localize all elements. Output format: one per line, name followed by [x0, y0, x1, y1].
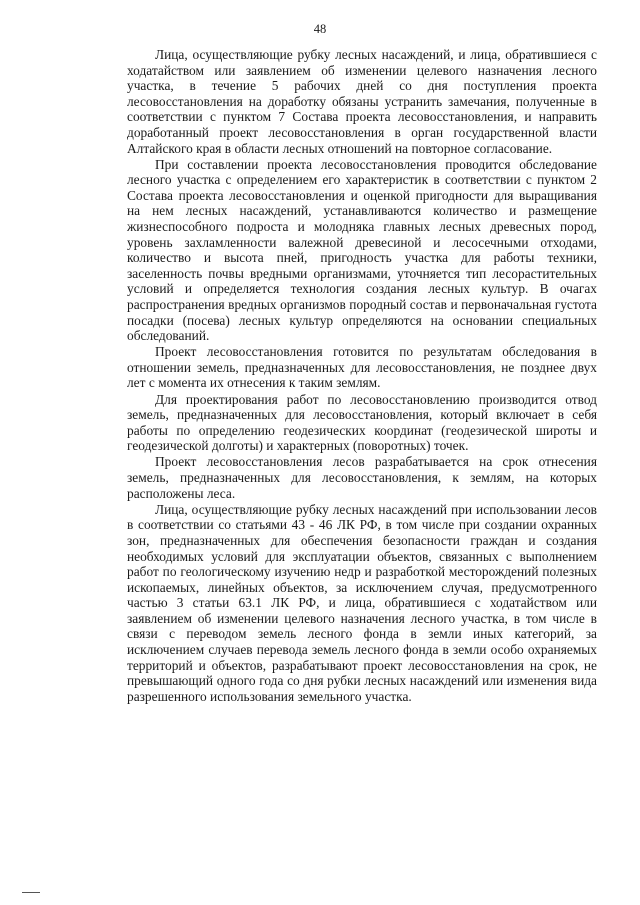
scan-corner-mark: [22, 892, 40, 893]
paragraph: Лица, осуществляющие рубку лесных насаждений при использовании лесов в соответствии со статьями 43 - 46 ЛК РФ, в том числе при создании охранных зон, предназначенных для обеспечения безопасности граждан и создания необходимых условий для эксплуатации объектов, связанных с выполнением работ по геологическому изучению недр и разработкой месторождений полезных ископаемых, линейных объектов, за исключением случая, предусмотренного частью 3 статьи 63.1 ЛК РФ, и лица, обратившиеся с ходатайством или заявлением об изменении целевого назначения лесного участка, в том числе в связи с переводом земель лесного фонда в земли иных категорий, за исключением случаев перевода земель лесного фонда в земли особо охраняемых территорий и объектов, разрабатывают проект лесовосстановления на срок, не превышающий одного года со дня рубки лесных насаждений или изменения вида разрешенного использования земельного участка.: [127, 501, 597, 704]
paragraph: Для проектирования работ по лесовосстановлению производится отвод земель, предназначенных для лесовосстановления, который включает в себя работы по определению геодезических координат (геодезической широты и геодезической долготы) и характерных (поворотных) точек.: [127, 391, 597, 454]
paragraph: Проект лесовосстановления готовится по результатам обследования в отношении земель, предназначенных для лесовосстановления, не позднее двух лет с момента их отнесения к таким землям.: [127, 344, 597, 391]
body-text: [127, 47, 597, 704]
paragraph: При составлении проекта лесовосстановления проводится обследование лесного участка с определением его характеристик в соответствии с пунктом 2 Состава проекта лесовосстановления и оценкой пригодности для выращивания на нем лесных насаждений, устанавливаются количество и размещение жизнеспособного подроста и молодняка главных лесных древесных пород, уровень захламленности валежной древесиной и лесосечными отходами, количество и высота пней, пригодность участка для работы техники, заселенность почвы вредными организмами, уточняется тип лесорастительных условий и определяется технология создания лесных культур. В очагах распространения вредных организмов породный состав и первоначальная густота посадки (посева) лесных культур определяются на основании специальных обследований.: [127, 156, 597, 344]
paragraph: Лица, осуществляющие рубку лесных насаждений, и лица, обратившиеся с ходатайством или заявлением об изменении целевого назначения лесного участка, в течение 5 рабочих дней со дня поступления проекта лесовосстановления на доработку обязаны устранить замечания, полученные в соответствии с пунктом 7 Состава проекта лесовосстановления, и направить доработанный проект лесовосстановления в орган государственной власти Алтайского края в области лесных отношений на повторное согласование.: [127, 47, 597, 156]
page-number: 48: [313, 22, 327, 36]
paragraph: Проект лесовосстановления лесов разрабатывается на срок отнесения земель, предназначенных для лесовосстановления, к землям, на которых расположены леса.: [127, 454, 597, 501]
